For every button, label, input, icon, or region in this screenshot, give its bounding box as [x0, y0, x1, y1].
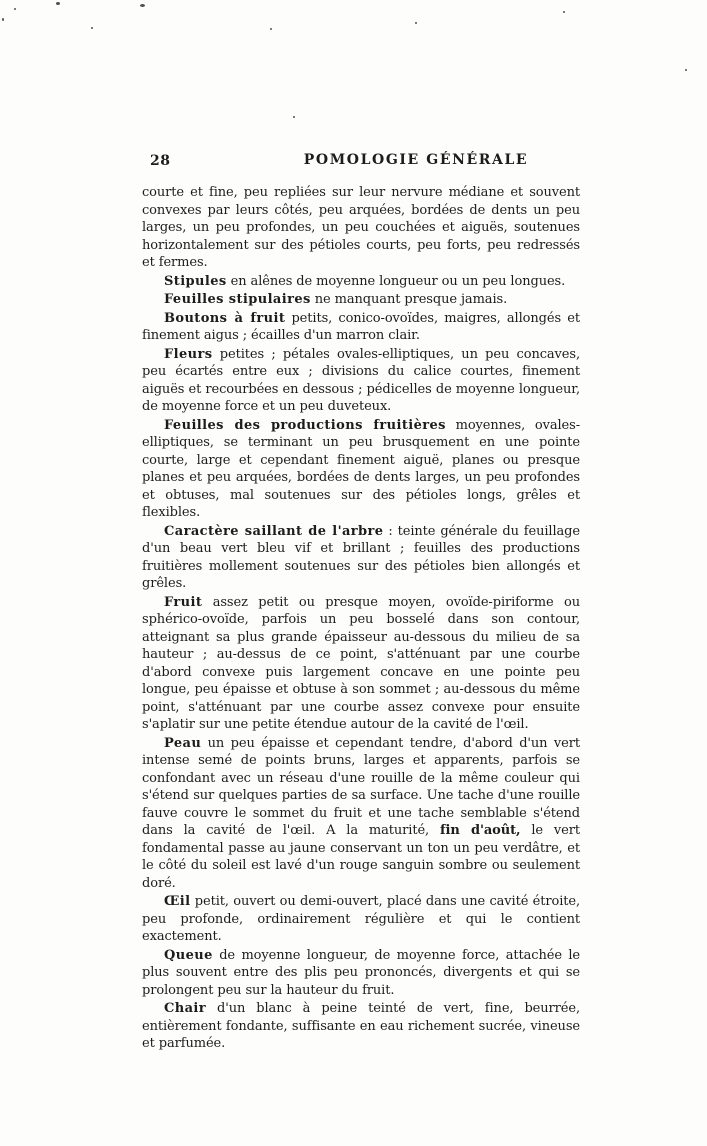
entry-term: Caractère saillant de l'arbre — [164, 523, 384, 539]
paragraph-queue — [142, 947, 580, 1000]
page-number: 28 — [150, 153, 171, 169]
paragraph-text: de moyenne longueur, de moyenne force, attachée le plus souvent entre des plis peu prononcés, divergents et qui se prolongent peu sur la hauteur du fruit. — [142, 947, 580, 998]
paragraph-feuilles-stipulaires — [142, 291, 580, 309]
scan-speck — [685, 69, 687, 71]
scan-speck — [563, 11, 565, 13]
entry-term: Fleurs — [164, 346, 213, 362]
paragraph-boutons-a-fruit — [142, 310, 580, 345]
paragraph-continuation — [142, 184, 580, 272]
paragraph-text: moyennes, ovales-elliptiques, se terminant un peu brusquement en une pointe courte, large et cependant finement aiguë, planes ou presque planes et peu arquées, bordées de dents larges, un peu profondes et obtuses, mal soutenues sur des pétioles longs, grêles et flexibles. — [142, 417, 580, 520]
paragraph-caractere-saillant — [142, 523, 580, 593]
paragraph-text: : teinte générale du feuillage d'un beau vert bleu vif et brillant ; feuilles des productions fruitières mollement soutenues sur des pétioles bien allongés et grêles. — [142, 523, 580, 591]
paragraph-chair — [142, 1000, 580, 1053]
inline-bold-date: fin d'août, — [440, 823, 521, 838]
entry-term: Queue — [164, 947, 213, 963]
paragraph-text: d'un blanc à peine teinté de vert, fine, beurrée, entièrement fondante, suffisante en eau richement sucrée, vineuse et parfumée. — [142, 1001, 580, 1051]
paragraph-text: petits, conico-ovoïdes, maigres, allongés et finement aigus ; écailles d'un marron clair. — [142, 310, 580, 343]
entry-term: Fruit — [164, 594, 203, 610]
entry-term: Stipules — [164, 273, 227, 289]
paragraph-fleurs — [142, 346, 580, 416]
body-text — [142, 184, 580, 1054]
scan-speck — [56, 2, 60, 5]
entry-term: Feuilles des productions fruitières — [164, 417, 446, 433]
scan-speck — [270, 28, 272, 30]
entry-term: Peau — [164, 735, 202, 751]
scan-speck — [415, 22, 417, 24]
entry-term: Feuilles stipulaires — [164, 292, 311, 307]
paragraph-text: petites ; pétales ovales-elliptiques, un peu concaves, peu écartés entre eux ; divisions du calice courtes, finement aiguës et recourbées en dessous ; pédicelles de moyenne longueur, de moyenne force et un peu duveteux. — [142, 346, 580, 414]
entry-term: Boutons à fruit — [164, 310, 286, 326]
scan-speck — [2, 18, 4, 21]
entry-term: Œil — [164, 894, 191, 909]
paragraph-oeil — [142, 893, 580, 946]
scan-speck — [293, 116, 295, 118]
paragraph-text: un peu épaisse et cependant tendre, d'abord d'un vert intense semé de points bruns, larges et apparents, parfois se confondant avec un réseau d'une rouille de la même couleur qui s'étend sur quelques parties de sa surface. Une tache d'une rouille fauve couvre le sommet du fruit et une tache semblable s'étend dans la cavité de l'œil. A la maturité, — [142, 735, 580, 838]
paragraph-stipules — [142, 273, 580, 291]
paragraph-fruit — [142, 594, 580, 734]
paragraph-text: en alênes de moyenne longueur ou un peu longues. — [226, 273, 566, 289]
paragraph-feuilles-productions — [142, 417, 580, 522]
paragraph-text: petit, ouvert ou demi-ouvert, placé dans une cavité étroite, peu profonde, ordinairement régulière et qui le contient exactement. — [142, 894, 580, 944]
entry-term: Chair — [164, 1001, 207, 1016]
paragraph-text: le vert fondamental passe au jaune conservant un ton un peu verdâtre, et le côté du soleil est lavé d'un rouge sanguin sombre ou seulement doré. — [142, 823, 580, 891]
paragraph-peau — [142, 735, 580, 893]
paragraph-text: assez petit ou presque moyen, ovoïde-piriforme ou sphérico-ovoïde, parfois un peu bosselé dans son contour, atteignant sa plus grande épaisseur au-dessous du milieu de sa hauteur ; au-dessus de ce point, s'atténuant par une courbe d'abord convexe puis largement concave en une pointe peu longue, peu épaisse et obtuse à son sommet ; au-dessous du même point, s'atténuant par une courbe assez convexe pour ensuite s'aplatir sur une petite étendue autour de la cavité de l'œil. — [142, 594, 580, 732]
scan-speck — [14, 8, 16, 10]
paragraph-text: ne manquant presque jamais. — [310, 292, 508, 307]
scan-speck — [91, 27, 93, 29]
running-title: POMOLOGIE GÉNÉRALE — [303, 152, 529, 168]
scan-speck — [140, 4, 145, 7]
paragraph-text: courte et fine, peu repliées sur leur nervure médiane et souvent convexes par leurs côtés, peu arquées, bordées de dents un peu larges, un peu profondes, un peu couchées et aiguës, soutenues horizontalement sur des pétioles courts, peu forts, peu redressés et fermes. — [142, 185, 580, 270]
